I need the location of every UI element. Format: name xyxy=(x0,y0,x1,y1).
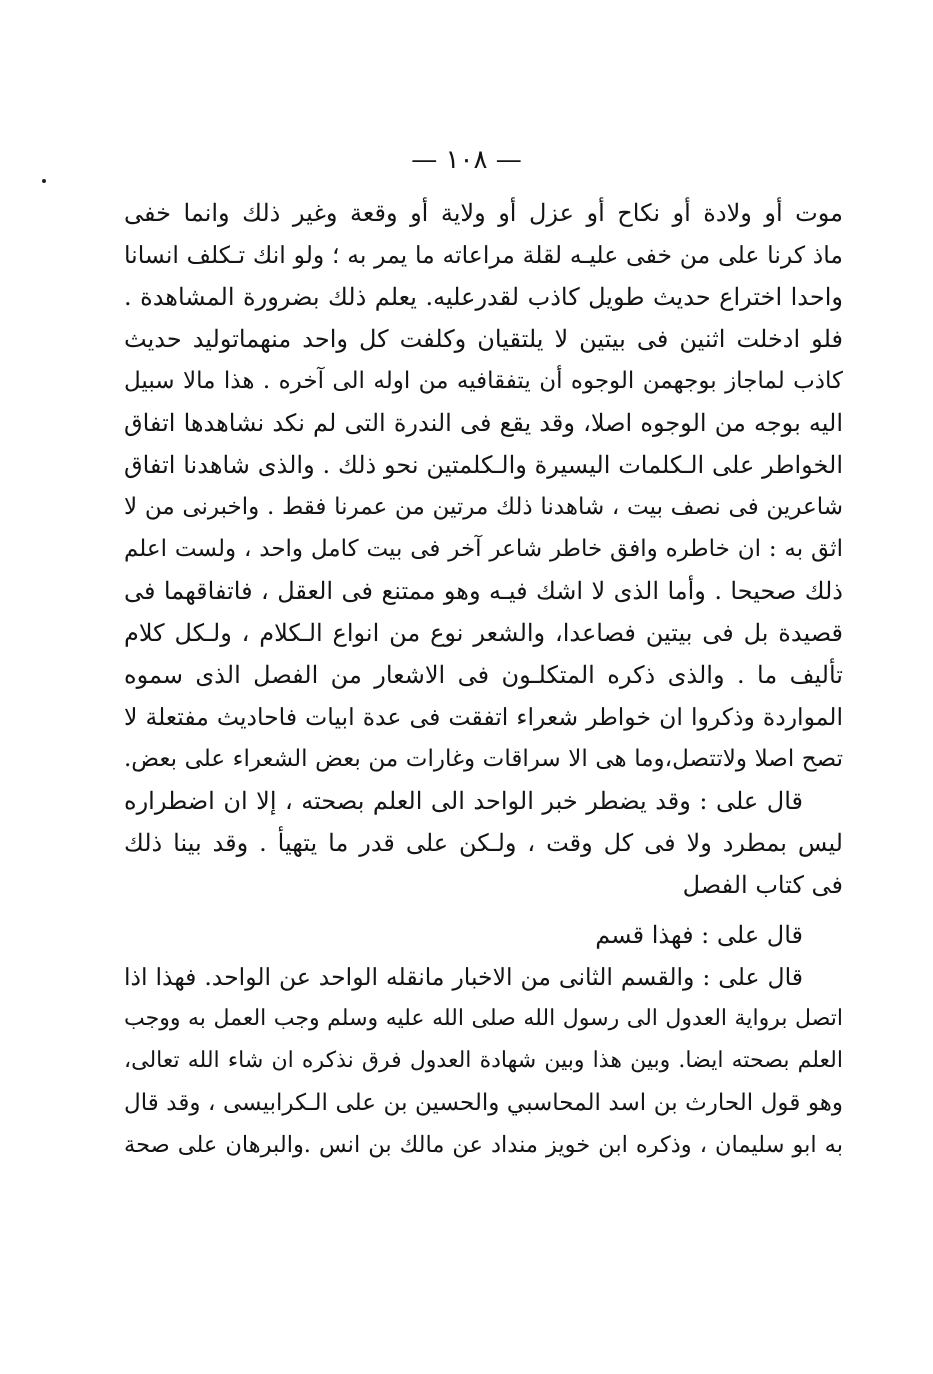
paragraph-gap xyxy=(124,906,843,914)
text-line: فى كتاب الفصل xyxy=(682,871,843,899)
text-line: قصيدة بل فى بيتين فصاعدا، والشعر نوع من انواع الـكلام ، ولـكل كلام xyxy=(124,619,843,647)
text-line: قال على : فهذا قسم xyxy=(595,921,803,949)
text-line: العلم بصحته ايضا. وبين هذا وبين شهادة العدول فرق نذكره ان شاء الله تعالى، xyxy=(124,1048,843,1073)
text-line: تصح اصلا ولاتتصل،وما هى الا سراقات وغارات من بعض الشعراء على بعض. xyxy=(124,746,843,772)
text-line: ماذ كرنا على من خفى عليـه لقلة مراعاته ما يمر به ؛ ولو انك تـكلف انسانا xyxy=(124,241,843,269)
text-line: كاذب لماجاز بوجهمن الوجوه أن يتفقافيه من اوله الى آخره . هذا مالا سبيل xyxy=(124,368,843,394)
body-text xyxy=(124,192,843,1166)
text-line: اليه بوجه من الوجوه اصلا، وقد يقع فى الندرة التى لم نكد نشاهدها اتفاق xyxy=(124,409,843,437)
text-line: قال على : وقد يضطر خبر الواحد الى العلم بصحته ، إلا ان اضطراره xyxy=(124,787,803,815)
text-line: المواردة وذكروا ان خواطر شعراء اتفقت فى عدة ابيات فاحاديث مفتعلة لا xyxy=(124,703,843,731)
text-line: وهو قول الحارث بن اسد المحاسبي والحسين بن على الـكرابيسى ، وقد قال xyxy=(124,1090,843,1116)
page-number: — ١٠٨ — xyxy=(411,145,522,175)
text-line: الخواطر على الـكلمات اليسيرة والـكلمتين نحو ذلك . والذى شاهدنا اتفاق xyxy=(124,451,843,479)
text-line: اثق به : ان خاطره وافق خاطر شاعر آخر فى بيت كامل واحد ، ولست اعلم xyxy=(124,536,843,562)
text-line: تأليف ما . والذى ذكره المتكلـون فى الاشعار من الفصل الذى سموه xyxy=(124,661,843,689)
text-line: اتصل برواية العدول الى رسول الله صلى الله عليه وسلم وجب العمل به ووجب xyxy=(124,1006,843,1031)
text-line: واحدا اختراع حديث طويل كاذب لقدرعليه. يعلم ذلك بضرورة المشاهدة . xyxy=(124,283,843,311)
text-line: ذلك صحيحا . وأما الذى لا اشك فيـه وهو ممتنع فى العقل ، فاتفاقهما فى xyxy=(124,577,843,605)
text-line: شاعرين فى نصف بيت ، شاهدنا ذلك مرتين من عمرنا فقط . واخبرنى من لا xyxy=(124,494,843,520)
text-line: فلو ادخلت اثنين فى بيتين لا يلتقيان وكلفت كل واحد منهماتوليد حديث xyxy=(124,325,843,353)
text-line: ليس بمطرد ولا فى كل وقت ، ولـكن على قدر ما يتهيأ . وقد بينا ذلك xyxy=(124,829,843,857)
text-line: قال على : والقسم الثانى من الاخبار مانقله الواحد عن الواحد. فهذا اذا xyxy=(124,963,803,991)
text-line: موت أو ولادة أو نكاح أو عزل أو ولاية أو وقعة وغير ذلك وانما خفى xyxy=(124,199,843,227)
text-line: به ابو سليمان ، وذكره ابن خويز منداد عن مالك بن انس .والبرهان على صحة xyxy=(124,1132,843,1158)
